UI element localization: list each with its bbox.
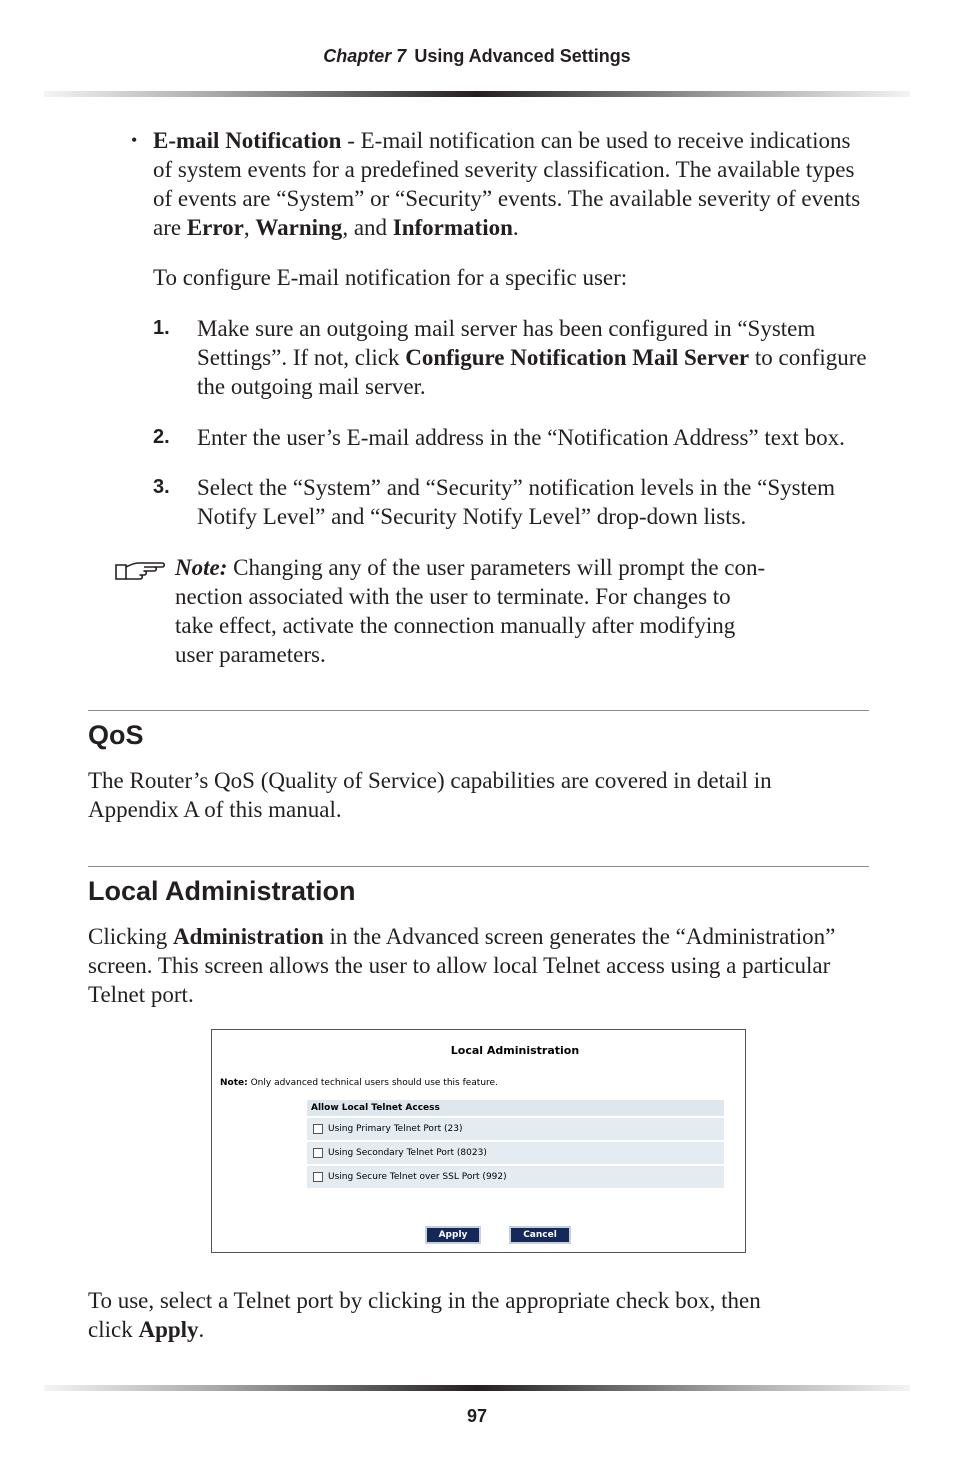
option-secure-telnet[interactable]: Using Secure Telnet over SSL Port (992) — [307, 1166, 724, 1188]
step-1-text: Make sure an outgoing mail server has been configured in “System Settings”. If not, click Configure Notification Mail Server to configure the outgoing mail server. — [197, 316, 867, 399]
closing-paragraph: To use, select a Telnet port by clicking in the appropriate check box, then click Apply. — [88, 1288, 761, 1342]
qos-heading: QoS — [88, 720, 144, 750]
step-2-text: Enter the user’s E-mail address in the “Notification Address” text box. — [197, 425, 845, 450]
step-3-text: Select the “System” and “Security” notification levels in the “System Notify Level” and “Security Notify Level” drop-down lists. — [197, 475, 836, 529]
local-admin-paragraph: Clicking Administration in the Advanced screen generates the “Administration” screen. This screen allows the user to allow local Telnet access using a particular Telnet port. — [88, 924, 836, 1007]
local-admin-heading: Local Administration — [88, 876, 356, 906]
email-notification-paragraph: E-mail Notification - E-mail notification can be used to receive indications of system events for a predefined severity classification. The available types of events are “System” or “Security” events. The available severity of events are Error, Warning, and Information. — [153, 128, 861, 240]
chapter-title: Using Advanced Settings — [414, 46, 631, 66]
email-notification-term: E-mail Notification — [153, 128, 342, 153]
page-number: 97 — [466, 1406, 488, 1426]
step-number: 2. — [153, 426, 170, 448]
step-number: 3. — [153, 476, 170, 498]
note-label: Note: — [175, 555, 228, 580]
configure-intro: To configure E-mail notification for a specific user: — [153, 265, 628, 290]
qos-paragraph: The Router’s QoS (Quality of Service) capabilities are covered in detail in Appendix A of this manual. — [88, 768, 772, 822]
screen-note: Note: Only advanced technical users should use this feature. — [220, 1078, 498, 1088]
pointing-hand-icon — [114, 557, 166, 587]
table-header: Allow Local Telnet Access — [307, 1100, 724, 1116]
section-divider — [88, 710, 869, 711]
checkbox[interactable] — [313, 1124, 323, 1134]
cancel-button[interactable]: Cancel — [509, 1226, 571, 1244]
step-number: 1. — [153, 317, 170, 339]
checkbox[interactable] — [313, 1172, 323, 1182]
checkbox[interactable] — [313, 1148, 323, 1158]
section-divider — [88, 866, 869, 867]
screen-title: Local Administration — [450, 1044, 580, 1057]
chapter-label: Chapter 7 — [323, 46, 407, 66]
apply-button[interactable]: Apply — [425, 1226, 481, 1244]
footer-rule — [44, 1385, 910, 1391]
local-admin-screenshot — [211, 1029, 746, 1253]
chapter-header — [0, 46, 954, 67]
bullet-marker: • — [131, 130, 138, 150]
header-rule — [44, 91, 910, 97]
option-secondary-telnet[interactable]: Using Secondary Telnet Port (8023) — [307, 1142, 724, 1164]
option-primary-telnet[interactable]: Using Primary Telnet Port (23) — [307, 1118, 724, 1140]
telnet-access-table — [307, 1100, 724, 1188]
note-paragraph: Note: Changing any of the user parameters will prompt the con- nection associated with the user to terminate. For changes to take effect, activate the connection manually after modifying user parameters. — [175, 555, 766, 667]
